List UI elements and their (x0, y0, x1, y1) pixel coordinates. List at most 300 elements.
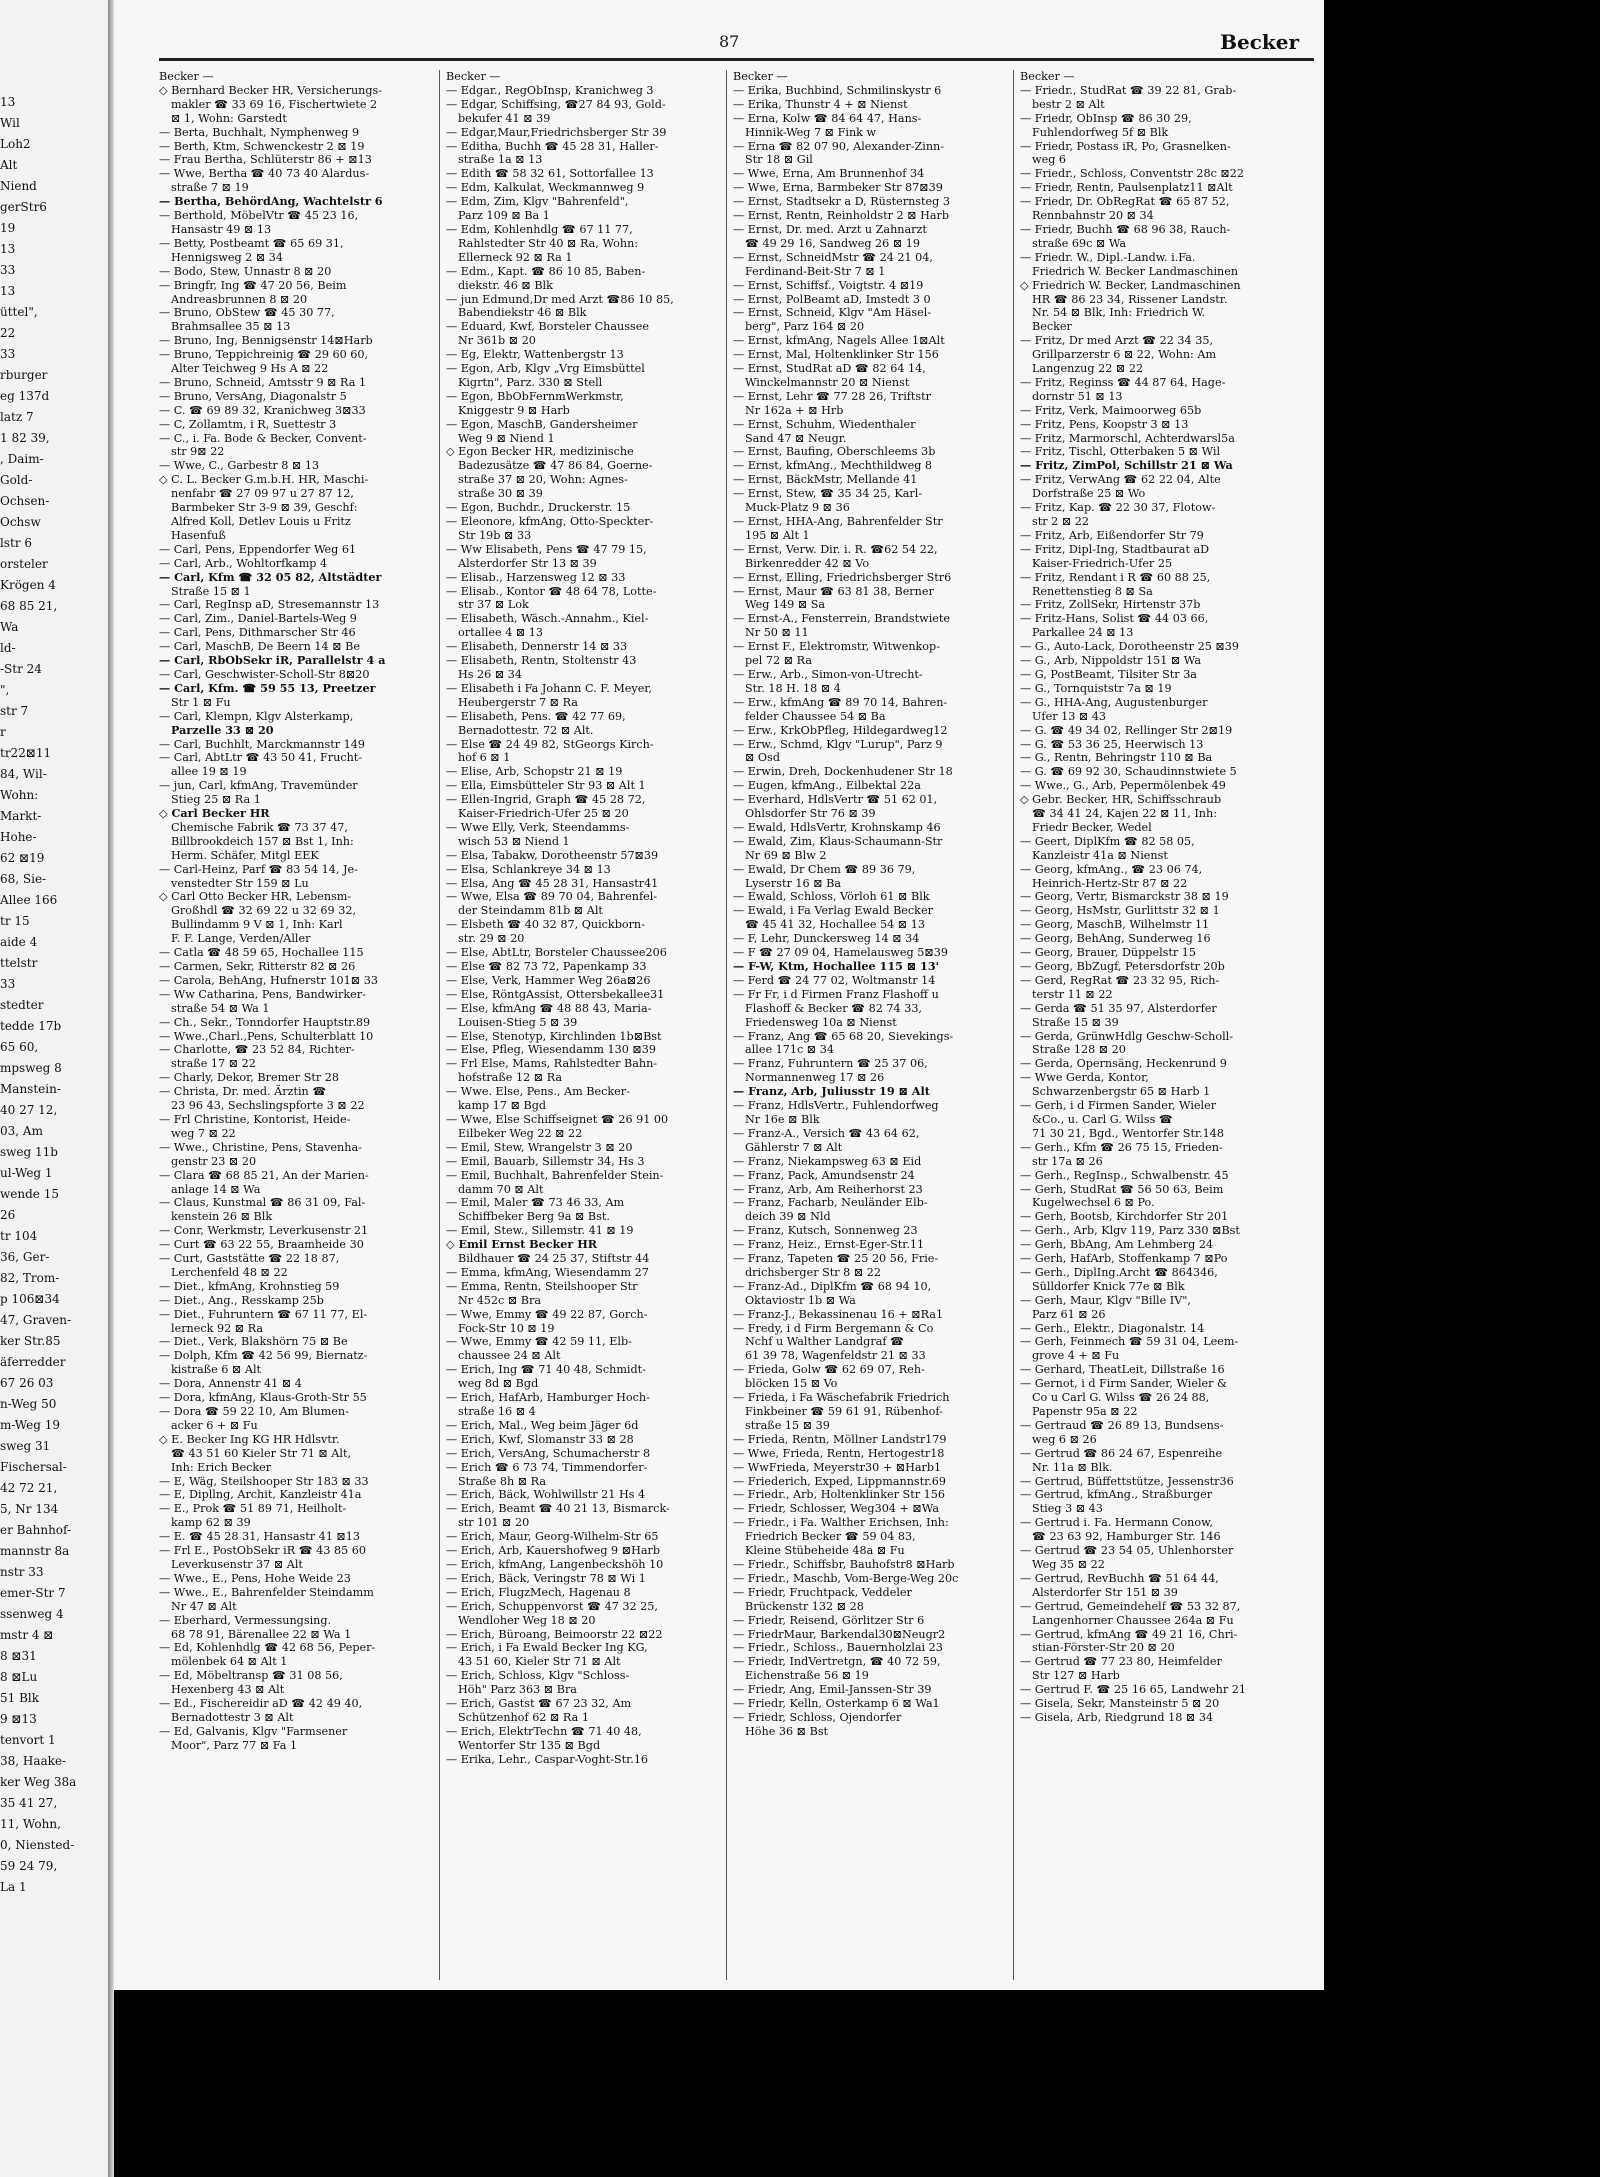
directory-entry-line: Nr 452c ⊠ Bra (458, 1293, 542, 1307)
directory-entry-line: — Georg, kfmAng., ☎ 23 06 74, (1020, 862, 1203, 876)
directory-entry-line: — Erich, Arb, Kauershofweg 9 ⊠Harb (446, 1544, 661, 1558)
directory-entry-line: Moor", Parz 77 ⊠ Fa 1 (171, 1738, 298, 1752)
directory-entry-line: — Ernst F., Elektromstr, Witwenkop- (733, 640, 940, 654)
directory-entry-line: — Gerh, HafArb, Stoffenkamp 7 ⊠Po (1020, 1252, 1228, 1266)
directory-entry-line: — Bruno, Schneid, Amtsstr 9 ⊠ Ra 1 (159, 375, 367, 389)
directory-entry-line: Heubergerstr 7 ⊠ Ra (458, 695, 578, 709)
directory-entry-line: Birkenredder 42 ⊠ Vo (745, 556, 870, 570)
directory-entry-line: — Franz-Ad., DiplKfm ☎ 68 94 10, (733, 1279, 932, 1293)
directory-entry-line: — Carl-Heinz, Parf ☎ 83 54 14, Je- (159, 862, 358, 876)
directory-entry-line: — Fritz, ZollSekr, Hirtenstr 37b (1020, 598, 1201, 612)
directory-entry-line: — Ed, Kohlenhdlg ☎ 42 68 56, Peper- (159, 1641, 376, 1655)
strip-text: 51 Blk (0, 1691, 40, 1705)
directory-entry-line: — Else, Verk, Hammer Weg 26a⊠26 (446, 973, 651, 987)
directory-entry-line: — Friedr., Schloss., Bauernholzlai 23 (733, 1641, 943, 1655)
directory-entry-line: — Carl, AbtLtr ☎ 43 50 41, Frucht- (159, 751, 363, 765)
directory-entry-line: — Ernst, Elling, Friedrichsberger Str6 (733, 570, 952, 584)
strip-text: mpsweg 8 (0, 1061, 62, 1075)
directory-entry-line: — Georg, BbZugf, Petersdorfstr 20b (1020, 960, 1225, 973)
column-divider (726, 70, 727, 1980)
page-number: 87 (719, 32, 740, 51)
directory-entry-line: Straße 128 ⊠ 20 (1032, 1043, 1126, 1057)
directory-entry-line: — Wwe Gerda, Kontor, (1020, 1071, 1149, 1085)
directory-entry-line: — Bringfr, Ing ☎ 47 20 56, Beim (159, 278, 347, 292)
directory-entry-line: Schützenhof 62 ⊠ Ra 1 (458, 1710, 589, 1724)
strip-text: tr 104 (0, 1229, 38, 1243)
directory-entry-line: — Friedr, Rentn, Paulsenplatz11 ⊠Alt (1020, 181, 1233, 195)
directory-entry-line: deich 39 ⊠ Nld (745, 1210, 831, 1224)
directory-entry-line: — Fr Fr, i d Firmen Franz Flashoff u (733, 987, 939, 1001)
directory-entry-line: Wentorfer Str 135 ⊠ Bgd (458, 1738, 601, 1752)
directory-entry-line: — Georg, Brauer, Düppelstr 15 (1020, 946, 1197, 960)
directory-entry-line: Nr 47 ⊠ Alt (171, 1599, 237, 1613)
directory-entry-line: Becker — (1020, 70, 1075, 83)
directory-entry-line: ortallee 4 ⊠ 13 (458, 626, 544, 640)
strip-text: eg 137d (0, 389, 50, 403)
scan-background-right (1324, 0, 1600, 2177)
strip-text: 5, Nr 134 (0, 1502, 59, 1516)
directory-entry-line: — Friedr, Schlosser, Weg304 + ⊠Wa (733, 1502, 940, 1516)
directory-entry-line: ◇ E. Becker Ing KG HR Hdlsvtr. (159, 1432, 340, 1446)
directory-entry-line: Höh" Parz 363 ⊠ Bra (458, 1683, 577, 1697)
directory-entry-line: — G., Rentn, Behringstr 110 ⊠ Ba (1020, 751, 1213, 765)
directory-entry-line: — Franz-J., Bekassinenau 16 + ⊠Ra1 (733, 1307, 944, 1321)
directory-entry-line: Hexenberg 43 ⊠ Alt (171, 1683, 285, 1697)
directory-page (114, 0, 1324, 1990)
directory-entry-line: — Elsbeth ☎ 40 32 87, Quickborn- (446, 918, 645, 932)
directory-entry-line: — Erich, kfmAng, Langenbeckshöh 10 (446, 1557, 664, 1571)
directory-entry-line: — Egon, Arb, Klgv „Vrg Eimsbüttel (446, 362, 645, 376)
directory-entry-line: — Edith ☎ 58 32 61, Sottorfallee 13 (446, 167, 654, 181)
directory-entry-line: ☎ 45 41 32, Hochallee 54 ⊠ 13 (745, 918, 925, 932)
directory-entry-line: — Friedr, ObInsp ☎ 86 30 29, (1020, 111, 1192, 125)
directory-entry-line: — Elisabeth, Wäsch.-Annahm., Kiel- (446, 612, 649, 626)
directory-entry-line: Bernadottestr 3 ⊠ Alt (171, 1710, 294, 1724)
directory-entry-line: — Friedr, Kelln, Osterkamp 6 ⊠ Wa1 (733, 1697, 940, 1711)
directory-entry-line: — jun Edmund,Dr med Arzt ☎86 10 85, (446, 292, 674, 306)
directory-entry-line: — Else, Stenotyp, Kirchlinden 1b⊠Bst (446, 1029, 662, 1043)
directory-entry-line: — Edgar, Schiffsing, ☎27 84 93, Gold- (446, 97, 666, 111)
strip-text: p 106⊠34 (0, 1292, 60, 1306)
directory-entry-line: — Ewald, HdlsVertr, Krohnskamp 46 (733, 820, 941, 834)
directory-entry-line: — Eugen, kfmAng., Eilbektal 22a (733, 779, 921, 793)
directory-entry-line: — Dora, kfmAng, Klaus-Groth-Str 55 (159, 1391, 367, 1405)
strip-text: er Bahnhof- (0, 1523, 72, 1537)
directory-entry-line: ◇ Friedrich W. Becker, Landmaschinen (1020, 278, 1241, 292)
strip-text: 62 ⊠19 (0, 851, 45, 865)
directory-entry-line: Hansastr 49 ⊠ 13 (171, 222, 272, 236)
directory-entry-line: — Friedr., StudRat ☎ 39 22 81, Grab- (1020, 83, 1237, 97)
strip-text: latz 7 (0, 410, 34, 424)
directory-entry-line: str 37 ⊠ Lok (458, 598, 529, 612)
directory-entry-line: — G., HHA-Ang, Augustenburger (1020, 695, 1208, 709)
strip-text: 22 (0, 326, 16, 340)
directory-entry-line: — Gerh., DiplIng.Archt ☎ 864346, (1020, 1265, 1218, 1279)
directory-entry-line: — Ww Elisabeth, Pens ☎ 47 79 15, (446, 542, 647, 556)
directory-entry-line: Nr 69 ⊠ Blw 2 (745, 848, 827, 862)
directory-entry-line: — Christa, Dr. med. Ärztin ☎ (159, 1085, 327, 1099)
strip-text: 35 41 27, (0, 1796, 58, 1810)
directory-entry-line: ☎ 34 41 24, Kajen 22 ⊠ 11, Inh: (1032, 807, 1217, 821)
directory-entry-line: — Edgar,Maur,Friedrichsberger Str 39 (446, 125, 667, 139)
directory-entry-line: straße 16 ⊠ 4 (458, 1405, 536, 1418)
directory-entry-line: — Carl, RbObSekr iR, Parallelstr 4 a (159, 654, 386, 668)
strip-text: aide 4 (0, 935, 38, 949)
directory-entry-line: kenstein 26 ⊠ Blk (171, 1210, 273, 1224)
strip-text: Krögen 4 (0, 578, 56, 592)
directory-entry-line: — Ernst, Maur ☎ 63 81 38, Berner (733, 584, 934, 598)
directory-entry-line: — Erich, Ing ☎ 71 40 48, Schmidt- (446, 1363, 646, 1377)
directory-entry-line: ◇ Bernhard Becker HR, Versicherungs- (159, 83, 383, 97)
directory-entry-line: — Elsa, Tabakw, Dorotheenstr 57⊠39 (446, 848, 659, 862)
directory-entry-line: — Franz, Pack, Amundsenstr 24 (733, 1168, 915, 1182)
directory-entry-line: — Georg, HsMstr, Gurlittstr 32 ⊠ 1 (1020, 904, 1220, 918)
strip-text: Wil (0, 116, 20, 130)
directory-entry-line: — Ernst, Stadtsekr a D, Rüsternsteg 3 (733, 195, 950, 209)
directory-entry-line: 68 78 91, Bärenallee 22 ⊠ Wa 1 (171, 1627, 352, 1641)
strip-text: ker Weg 38a (0, 1775, 77, 1789)
directory-entry-line: — Ewald, Zim, Klaus-Schaumann-Str (733, 834, 943, 848)
directory-entry-line: — Elsa, Schlankreye 34 ⊠ 13 (446, 862, 611, 876)
directory-entry-line: Becker (1032, 320, 1072, 334)
strip-text: äferredder (0, 1355, 66, 1369)
strip-text: Fischersal- (0, 1460, 67, 1474)
strip-text: 33 (0, 263, 16, 277)
strip-text: La 1 (0, 1880, 27, 1894)
directory-entry-line: — Fritz, Marmorschl, Achterdwarsl5a (1020, 431, 1235, 445)
directory-entry-line: — Erw., KrkObPfleg, Hildegardweg12 (733, 723, 948, 737)
directory-entry-line: HR ☎ 86 23 34, Rissener Landstr. (1032, 292, 1228, 306)
directory-entry-line: — Else ☎ 24 49 82, StGeorgs Kirch- (446, 737, 654, 751)
directory-entry-line: — Erich, Schuppenvorst ☎ 47 32 25, (446, 1599, 658, 1613)
directory-entry-line: Ellerneck 92 ⊠ Ra 1 (458, 250, 573, 264)
directory-entry-line: hof 6 ⊠ 1 (458, 751, 511, 765)
directory-entry-line: wisch 53 ⊠ Niend 1 (458, 834, 570, 848)
directory-entry-line: weg 8d ⊠ Bgd (458, 1377, 539, 1391)
directory-entry-line: — Erich, Bäck, Wohlwillstr 21 Hs 4 (446, 1488, 646, 1502)
directory-entry-line: — F-W, Ktm, Hochallee 115 ⊠ 13' (733, 960, 940, 973)
directory-entry-line: — Gerh., Arb, Klgv 119, Parz 330 ⊠Bst (1020, 1224, 1240, 1238)
directory-entry-line: kamp 62 ⊠ 39 (171, 1516, 251, 1530)
strip-text: , Daim- (0, 452, 44, 466)
directory-entry-line: — Wwe, Bertha ☎ 40 73 40 Alardus- (159, 167, 370, 181)
directory-entry-line: — Egon, BbObFernmWerkmstr, (446, 389, 624, 403)
directory-entry-line: — Erich, VersAng, Schumacherstr 8 (446, 1446, 651, 1460)
directory-entry-line: — Fritz, Reginss ☎ 44 87 64, Hage- (1020, 375, 1226, 389)
directory-entry-line: — Gerh., RegInsp., Schwalbenstr. 45 (1020, 1168, 1229, 1182)
directory-entry-line: — Ernst, PolBeamt aD, Imstedt 3 0 (733, 292, 931, 306)
directory-entry-line: Becker — (446, 70, 501, 83)
directory-entry-line: — Frl Christine, Kontorist, Heide- (159, 1112, 351, 1126)
directory-entry-line: — Franz, Niekampsweg 63 ⊠ Eid (733, 1154, 922, 1168)
directory-entry-line: Eichenstraße 56 ⊠ 19 (745, 1669, 869, 1683)
directory-entry-line: — Frl E., PostObSekr iR ☎ 43 85 60 (159, 1544, 367, 1558)
directory-entry-line: Babendiekstr 46 ⊠ Blk (458, 306, 587, 320)
directory-entry-line: Weg 149 ⊠ Sa (745, 598, 826, 612)
directory-entry-line: — Friederich, Exped, Lippmannstr.69 (733, 1474, 947, 1488)
directory-entry-line: — Ernst, StudRat aD ☎ 82 64 14, (733, 362, 926, 376)
directory-entry-line: Brückenstr 132 ⊠ 28 (745, 1599, 864, 1613)
directory-entry-line: straße 54 ⊠ Wa 1 (171, 1001, 270, 1015)
directory-entry-line: Schiffbeker Berg 9a ⊠ Bst. (458, 1210, 610, 1224)
directory-entry-line: — Erich, Maur, Georg-Wilhelm-Str 65 (446, 1530, 659, 1544)
directory-entry-line: str 9⊠ 22 (171, 445, 225, 459)
directory-entry-line: — E. ☎ 45 28 31, Hansastr 41 ⊠13 (159, 1530, 361, 1544)
directory-entry-line: str 101 ⊠ 20 (458, 1516, 530, 1530)
directory-entry-line: diekstr. 46 ⊠ Blk (458, 278, 553, 292)
directory-entry-line: — Gerhard, TheatLeit, Dillstraße 16 (1020, 1363, 1225, 1377)
directory-entry-line: — G., Arb, Nippoldstr 151 ⊠ Wa (1020, 654, 1201, 668)
directory-entry-line: — Gertrud, RevBuchh ☎ 51 64 44, (1020, 1571, 1219, 1585)
directory-entry-line: — Friedr, Postass iR, Po, Grasnelken- (1020, 139, 1231, 153)
directory-entry-line: felder Chaussee 54 ⊠ Ba (745, 709, 886, 723)
directory-entry-line: — Gertrud ☎ 23 54 05, Uhlenhorster (1020, 1544, 1234, 1558)
directory-entry-line: — E, Dipllng, Archit, Kanzleistr 41a (159, 1488, 362, 1502)
directory-entry-line: — Friedr, Dr. ObRegRat ☎ 65 87 52, (1020, 195, 1230, 209)
strip-text: Ochsen- (0, 494, 50, 508)
directory-entry-line: — Friedr, Reisend, Görlitzer Str 6 (733, 1613, 925, 1627)
strip-text: 59 24 79, (0, 1859, 58, 1873)
directory-entry-line: — Bruno, Ing, Bennigsenstr 14⊠Harb (159, 334, 373, 348)
column-divider (439, 70, 440, 1980)
directory-entry-line: — Bertha, BehördAng, Wachtelstr 6 (159, 195, 383, 209)
directory-entry-line: — Erich, HafArb, Hamburger Hoch- (446, 1391, 650, 1405)
directory-entry-line: — Friedr., Schiffsbr, Bauhofstr8 ⊠Harb (733, 1557, 955, 1571)
directory-entry-line: — Else, RöntgAssist, Ottersbekallee31 (446, 987, 665, 1001)
directory-entry-line: — Fritz, Rendant i R ☎ 60 88 25, (1020, 570, 1211, 584)
directory-entry-line: — Eg, Elektr, Wattenbergstr 13 (446, 348, 624, 362)
directory-entry-line: 71 30 21, Bgd., Wentorfer Str.148 (1032, 1126, 1224, 1140)
directory-entry-line: — Erich, i Fa Ewald Becker Ing KG, (446, 1641, 648, 1655)
directory-entry-line: Chemische Fabrik ☎ 73 37 47, (171, 820, 348, 834)
directory-entry-line: — Erika, Lehr., Caspar-Voght-Str.16 (446, 1752, 649, 1766)
directory-entry-line: — Bodo, Stew, Unnastr 8 ⊠ 20 (159, 264, 332, 278)
directory-entry-line: — Ernst, BäckMstr, Mellande 41 (733, 473, 918, 487)
directory-entry-line: — Diet., Fuhruntern ☎ 67 11 77, El- (159, 1307, 368, 1321)
strip-text: ker Str.85 (0, 1334, 61, 1348)
directory-entry-line: Normannenweg 17 ⊠ 26 (745, 1071, 885, 1085)
directory-entry-line: Leverkusenstr 37 ⊠ Alt (171, 1557, 303, 1571)
directory-entry-line: — C., i. Fa. Bode & Becker, Convent- (159, 431, 367, 445)
strip-text: 33 (0, 347, 16, 361)
strip-text: mstr 4 ⊠ (0, 1628, 54, 1642)
directory-entry-line: Finkbeiner ☎ 59 61 91, Rübenhof- (745, 1405, 943, 1418)
directory-entry-line: — Friedr., i Fa. Walther Erichsen, Inh: (733, 1516, 949, 1530)
directory-entry-line: Bernadottestr. 72 ⊠ Alt. (458, 723, 594, 737)
directory-entry-line: — Frieda, i Fa Wäschefabrik Friedrich (733, 1391, 950, 1405)
directory-entry-line: — Friedr, Fruchtpack, Veddeler (733, 1585, 912, 1599)
directory-entry-line: — Edm, Kohlenhdlg ☎ 67 11 77, (446, 222, 633, 236)
strip-text: ttelstr (0, 956, 38, 970)
directory-entry-line: Ufer 13 ⊠ 43 (1032, 709, 1107, 723)
directory-entry-line: — Carl, Kfm. ☎ 59 55 13, Preetzer (159, 681, 376, 695)
directory-entry-line: Dorfstraße 25 ⊠ Wo (1032, 487, 1146, 501)
strip-text: Manstein- (0, 1082, 61, 1096)
directory-entry-line: ◇ Carl Becker HR (159, 807, 270, 821)
strip-text: 8 ⊠31 (0, 1649, 37, 1663)
directory-entry-line: — Gertrud, Büffettstütze, Jessenstr36 (1020, 1474, 1234, 1488)
adjacent-page-strip (0, 0, 108, 2177)
directory-entry-line: Hasenfuß (171, 528, 226, 542)
directory-entry-line: — Ch., Sekr., Tonndorfer Hauptstr.89 (159, 1015, 371, 1029)
directory-entry-line: — Erich, Bäck, Veringstr 78 ⊠ Wi 1 (446, 1571, 646, 1585)
strip-text: gerStr6 (0, 200, 47, 214)
directory-entry-line: bestr 2 ⊠ Alt (1032, 97, 1105, 111)
strip-text: ", (0, 683, 10, 697)
directory-entry-line: Billbrookdeich 157 ⊠ Bst 1, Inh: (171, 834, 354, 848)
strip-text: 65 60, (0, 1040, 39, 1054)
directory-entry-line: — Else ☎ 82 73 72, Papenkamp 33 (446, 960, 647, 973)
directory-entry-line: — Wwe, Emmy ☎ 42 59 11, Elb- (446, 1335, 632, 1349)
directory-entry-line: — Emil, Bauarb, Sillemstr 34, Hs 3 (446, 1154, 645, 1168)
directory-entry-line: grove 4 + ⊠ Fu (1032, 1349, 1120, 1363)
strip-text: ssenweg 4 (0, 1607, 64, 1621)
directory-entry-line: — jun, Carl, kfmAng, Travemünder (159, 779, 358, 793)
directory-entry-line: — Fredy, i d Firm Bergemann & Co (733, 1321, 934, 1335)
directory-entry-line: — Franz, Heiz., Ernst-Eger-Str.11 (733, 1238, 925, 1252)
directory-entry-line: Ferdinand-Beit-Str 7 ⊠ 1 (745, 264, 886, 278)
directory-entry-line: Parz 109 ⊠ Ba 1 (458, 209, 550, 223)
directory-entry-line: — Ed., Fischereidir aD ☎ 42 49 40, (159, 1697, 363, 1711)
directory-entry-line: ☎ 23 63 92, Hamburger Str. 146 (1032, 1530, 1221, 1544)
directory-entry-line: — Friedr, IndVertretgn, ☎ 40 72 59, (733, 1655, 941, 1669)
directory-entry-line: — Franz, Ang ☎ 65 68 20, Sievekings- (733, 1029, 954, 1043)
directory-entry-line: — Wwe Elly, Verk, Steendamms- (446, 820, 630, 834)
directory-entry-line: Schwarzenbergstr 65 ⊠ Harb 1 (1032, 1085, 1211, 1099)
directory-entry-line: Brahmsallee 35 ⊠ 13 (171, 320, 291, 334)
directory-entry-line: — Wwe, Erna, Am Brunnenhof 34 (733, 167, 925, 181)
strip-text: rburger (0, 368, 48, 382)
directory-entry-line: — Ed, Möbeltransp ☎ 31 08 56, (159, 1669, 343, 1683)
directory-entry-line: — Wwe, Emmy ☎ 49 22 87, Gorch- (446, 1307, 648, 1321)
strip-text: tedde 17b (0, 1019, 62, 1033)
strip-text: Niend (0, 179, 37, 193)
directory-entry-line: — Carl, Kfm ☎ 32 05 82, Altstädter (159, 570, 382, 584)
directory-entry-line: — Erich, Schloss, Klgv "Schloss- (446, 1669, 630, 1683)
directory-entry-line: — Elisab., Kontor ☎ 48 64 78, Lotte- (446, 584, 657, 598)
directory-entry-line: 61 39 78, Wagenfeldstr 21 ⊠ 33 (745, 1349, 926, 1363)
directory-entry-line: — Gerh., Kfm ☎ 26 75 15, Frieden- (1020, 1140, 1223, 1154)
strip-text: 84, Wil- (0, 767, 47, 781)
directory-entry-line: — Franz, Facharb, Neuländer Elb- (733, 1196, 928, 1210)
directory-entry-line: — Gertrud, Gemeindehelf ☎ 53 32 87, (1020, 1599, 1241, 1613)
strip-text: 47, Graven- (0, 1313, 72, 1327)
directory-entry-line: genstr 23 ⊠ 20 (171, 1154, 257, 1168)
strip-text: 13 (0, 242, 16, 256)
directory-entry-line: Nr 361b ⊠ 20 (458, 334, 536, 348)
directory-entry-line: — Wwe, Else Schiffseignet ☎ 26 91 00 (446, 1112, 669, 1126)
directory-entry-line: Eilbeker Weg 22 ⊠ 22 (458, 1126, 583, 1140)
directory-entry-line: Nr 162a + ⊠ Hrb (745, 403, 844, 417)
directory-entry-line: — Catla ☎ 48 59 65, Hochallee 115 (159, 946, 364, 960)
directory-entry-line: — Ernst, Verw. Dir. i. R. ☎62 54 22, (733, 542, 938, 556)
directory-entry-line: Straße 15 ⊠ 39 (1032, 1015, 1119, 1029)
strip-text: Gold- (0, 473, 33, 487)
directory-entry-line: Fock-Str 10 ⊠ 19 (458, 1321, 555, 1335)
scan-background-bottom (114, 1990, 1324, 2177)
directory-entry-line: — Frieda, Golw ☎ 62 69 07, Reh- (733, 1363, 925, 1377)
directory-entry-line: — Ernst, Schneid, Klgv "Am Häsel- (733, 306, 932, 320)
strip-text: 42 72 21, (0, 1481, 58, 1495)
directory-entry-line: — Gertrud ☎ 77 23 80, Heimfelder (1020, 1655, 1222, 1669)
directory-entry-line: Alfred Koll, Detlev Louis u Fritz (171, 515, 351, 528)
directory-entry-line: Parzelle 33 ⊠ 20 (171, 723, 274, 737)
strip-text: 8 ⊠Lu (0, 1670, 38, 1684)
directory-entry-line: straße 15 ⊠ 39 (745, 1418, 830, 1432)
directory-entry-line: allee 171c ⊠ 34 (745, 1043, 834, 1057)
directory-entry-line: — Erich, Beamt ☎ 40 21 13, Bismarck- (446, 1502, 670, 1516)
directory-entry-line: — Ernst, Rentn, Reinholdstr 2 ⊠ Harb (733, 209, 950, 223)
strip-text: 03, Am (0, 1124, 43, 1138)
directory-entry-line: chaussee 24 ⊠ Alt (458, 1349, 561, 1363)
directory-entry-line: Ohlsdorfer Str 76 ⊠ 39 (745, 807, 876, 821)
directory-entry-line: Friedensweg 10a ⊠ Nienst (745, 1015, 897, 1029)
directory-entry-line: Kugelwechsel 6 ⊠ Po. (1032, 1196, 1155, 1210)
directory-entry-line: — Wwe., E., Pens, Hohe Weide 23 (159, 1571, 351, 1585)
directory-entry-line: — Elisabeth i Fa Johann C. F. Meyer, (446, 681, 653, 695)
directory-entry-line: — Erwin, Dreh, Dockenhudener Str 18 (733, 765, 953, 779)
directory-entry-line: — Gerh, i d Firmen Sander, Wieler (1020, 1099, 1217, 1113)
directory-entry-line: — Everhard, HdlsVertr ☎ 51 62 01, (733, 793, 938, 807)
directory-entry-line: — Erna ☎ 82 07 90, Alexander-Zinn- (733, 139, 945, 153)
strip-text: 19 (0, 221, 16, 235)
directory-entry-line: ☎ 49 29 16, Sandweg 26 ⊠ 19 (745, 236, 920, 250)
directory-entry-line: — Berta, Buchhalt, Nymphenweg 9 (159, 125, 360, 139)
directory-entry-line: — C. ☎ 69 89 32, Kranichweg 3⊠33 (159, 403, 366, 417)
directory-entry-line: straße 30 ⊠ 39 (458, 487, 543, 501)
directory-entry-line: — Carl, Pens, Dithmarscher Str 46 (159, 626, 356, 640)
directory-entry-line: terstr 11 ⊠ 22 (1032, 987, 1113, 1001)
directory-entry-line: — Eleonore, kfmAng, Otto-Speckter- (446, 515, 654, 528)
directory-entry-line: Badezusätze ☎ 47 86 84, Goerne- (458, 459, 653, 473)
directory-entry-line: Sand 47 ⊠ Neugr. (745, 431, 847, 445)
directory-entry-line: — Gisela, Arb, Riedgrund 18 ⊠ 34 (1020, 1710, 1214, 1724)
directory-entry-line: — Fritz, VerwAng ☎ 62 22 04, Alte (1020, 473, 1221, 487)
directory-entry-line: Muck-Platz 9 ⊠ 36 (745, 501, 850, 515)
directory-entry-line: — Gertraud ☎ 26 89 13, Bundsens- (1020, 1418, 1224, 1432)
directory-entry-line: — Frau Bertha, Schlüterstr 86 + ⊠13 (159, 153, 372, 167)
directory-entry-line: — Fritz, Tischl, Otterbaken 5 ⊠ Wil (1020, 445, 1221, 459)
directory-entry-line: — Fritz, Dr med Arzt ☎ 22 34 35, (1020, 334, 1213, 348)
directory-entry-line: — Ernst, Dr. med. Arzt u Zahnarzt (733, 222, 927, 236)
directory-entry-line: — Gerh., Elektr., Diagonalstr. 14 (1020, 1321, 1205, 1335)
directory-entry-line: Heinrich-Hertz-Str 87 ⊠ 22 (1032, 876, 1188, 890)
directory-entry-line: — Georg, Vertr, Bismarckstr 38 ⊠ 19 (1020, 890, 1229, 904)
directory-entry-line: — Wwe., Christine, Pens, Stavenha- (159, 1140, 362, 1154)
directory-entry-line: — Gernot, i d Firm Sander, Wieler & (1020, 1377, 1228, 1391)
directory-entry-line: 195 ⊠ Alt 1 (745, 528, 810, 542)
strip-text: emer-Str 7 (0, 1586, 66, 1600)
directory-entry-line: — Emma, Rentn, Steilshooper Str (446, 1279, 638, 1293)
directory-entry-line: — Franz, Kutsch, Sonnenweg 23 (733, 1224, 918, 1238)
directory-entry-line: — Carl, Klempn, Klgv Alsterkamp, (159, 709, 354, 723)
directory-entry-line: Oktaviostr 1b ⊠ Wa (745, 1293, 856, 1307)
directory-entry-line: straße 69c ⊠ Wa (1032, 236, 1127, 250)
directory-entry-line: — Friedr., Arb, Holtenklinker Str 156 (733, 1488, 945, 1502)
directory-entry-line: — Erna, Kolw ☎ 84 64 47, Hans- (733, 111, 922, 125)
directory-entry-line: — Gerh, BbAng, Am Lehmberg 24 (1020, 1238, 1214, 1252)
directory-entry-line: — Franz, Arb, Juliusstr 19 ⊠ Alt (733, 1085, 930, 1099)
directory-entry-line: Rennbahnstr 20 ⊠ 34 (1032, 209, 1154, 223)
directory-entry-line: Lerchenfeld 48 ⊠ 22 (171, 1265, 288, 1279)
strip-text: 38, Haake- (0, 1754, 67, 1768)
directory-entry-line: — Emil, Buchhalt, Bahrenfelder Stein- (446, 1168, 664, 1182)
directory-entry-line: str 2 ⊠ 22 (1032, 515, 1089, 528)
directory-entry-line: — Conr, Werkmstr, Leverkusenstr 21 (159, 1224, 369, 1238)
directory-entry-line: dornstr 51 ⊠ 13 (1032, 389, 1123, 403)
directory-entry-line: weg 7 ⊠ 22 (171, 1126, 236, 1140)
directory-entry-line: ◇ C. L. Becker G.m.b.H. HR, Maschi- (159, 473, 369, 487)
